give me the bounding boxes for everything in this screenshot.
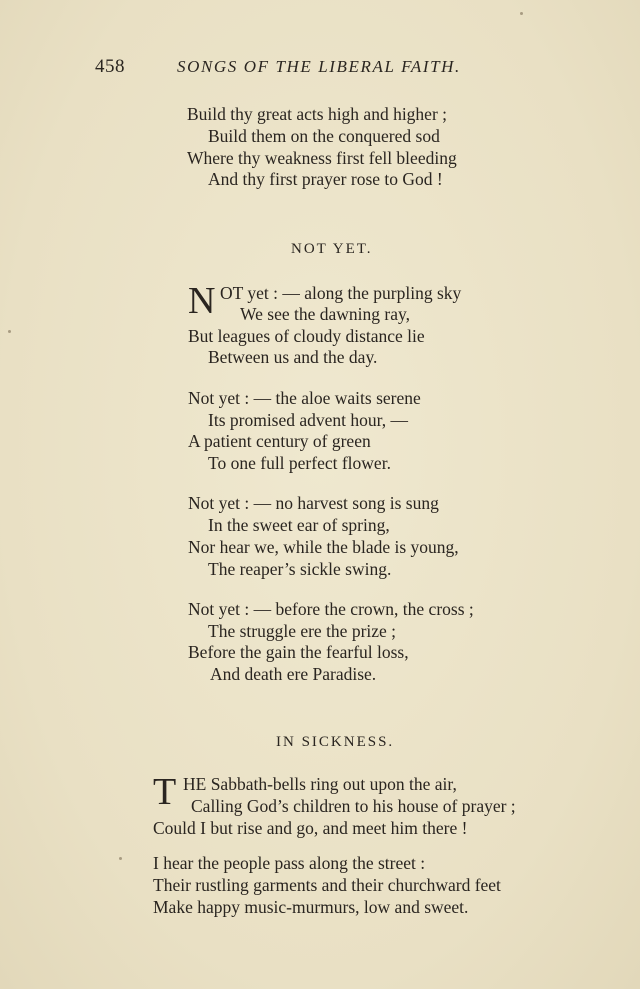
page-number: 458 bbox=[95, 56, 125, 77]
poem-line: The reaper’s sickle swing. bbox=[208, 559, 392, 579]
drop-cap-n: N bbox=[188, 280, 216, 322]
poem-line: Make happy music-murmurs, low and sweet. bbox=[153, 897, 469, 917]
poem-line: Before the gain the fearful loss, bbox=[188, 642, 409, 662]
poem-line: Not yet : — the aloe waits serene bbox=[188, 388, 421, 408]
stanza-line: And thy first prayer rose to God ! bbox=[208, 169, 443, 189]
poem-line: But leagues of cloudy distance lie bbox=[188, 326, 425, 346]
poem-line: To one full perfect flower. bbox=[208, 453, 391, 473]
poem-line: Not yet : — before the crown, the cross ; bbox=[188, 599, 474, 619]
poem-line: We see the dawning ray, bbox=[240, 304, 410, 324]
poem-line: Between us and the day. bbox=[208, 347, 378, 367]
poem-line: And death ere Paradise. bbox=[210, 664, 377, 684]
poem-line: The struggle ere the prize ; bbox=[208, 621, 397, 641]
poem-title-not-yet: NOT YET. bbox=[291, 241, 373, 257]
paper-speck bbox=[119, 857, 122, 860]
paper-speck bbox=[520, 12, 523, 15]
poem-line: Calling God’s children to his house of prayer ; bbox=[191, 796, 516, 816]
poem-line: OT yet : — along the purpling sky bbox=[220, 283, 462, 303]
poem-line: A patient century of green bbox=[188, 431, 371, 451]
poem-line: HE Sabbath-bells ring out upon the air, bbox=[183, 774, 457, 794]
poem-line: Not yet : — no harvest song is sung bbox=[188, 493, 439, 513]
running-title: SONGS OF THE LIBERAL FAITH. bbox=[177, 57, 461, 76]
poem-line: Nor hear we, while the blade is young, bbox=[188, 537, 459, 557]
poem-line: I hear the people pass along the street : bbox=[153, 853, 426, 873]
stanza-line: Where thy weakness first fell bleeding bbox=[187, 148, 457, 168]
poem-line: Could I but rise and go, and meet him there ! bbox=[153, 818, 468, 838]
page-header bbox=[95, 56, 515, 82]
drop-cap-t: T bbox=[153, 771, 177, 813]
stanza-line: Build them on the conquered sod bbox=[208, 126, 440, 146]
poem-line: Their rustling garments and their churchward feet bbox=[153, 875, 501, 895]
stanza-line: Build thy great acts high and higher ; bbox=[187, 104, 448, 124]
poem-line: Its promised advent hour, — bbox=[208, 410, 409, 430]
paper-speck bbox=[8, 330, 11, 333]
poem-line: In the sweet ear of spring, bbox=[208, 515, 390, 535]
poem-title-in-sickness: IN SICKNESS. bbox=[276, 734, 395, 750]
